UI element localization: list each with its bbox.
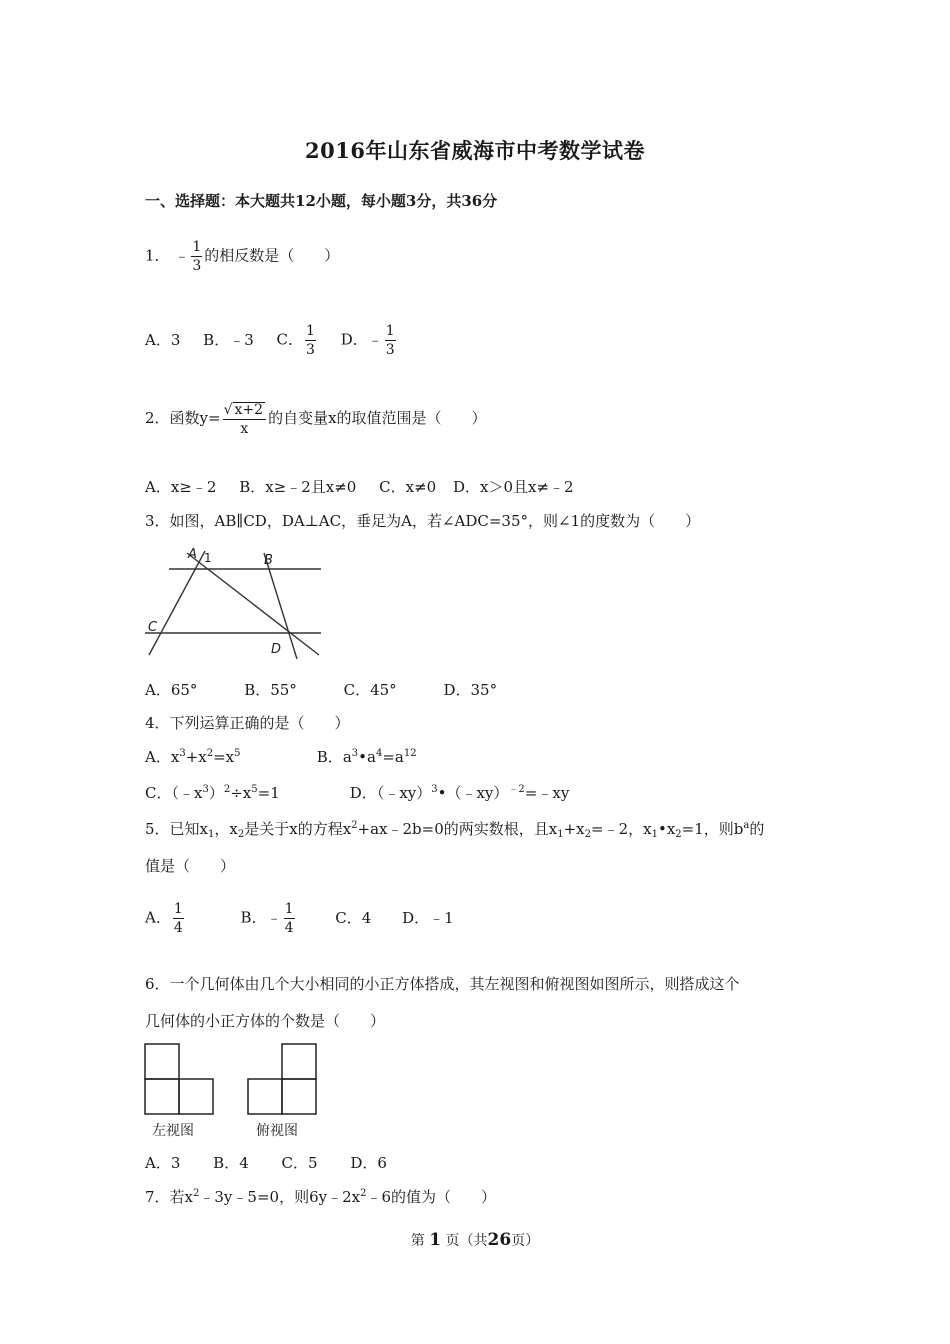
minus-sign: ﹣ [174,246,190,265]
line-ac [149,551,205,655]
question-5-line2: 值是（ ） [145,857,236,875]
left-view-top-cell [145,1044,179,1079]
option-c: C．45° [343,681,397,699]
fraction: $\frac{√ x+2}{x}$ [223,402,266,436]
option-b: B．x≥﹣2且x≠0 [239,478,357,496]
top-view-bottom-cell [282,1079,316,1114]
left-view-bottom-left-cell [145,1079,179,1114]
option-d: D．6 [350,1154,387,1172]
label-a: A [188,547,197,562]
label-b: B [264,553,273,568]
option-a: A． $\frac{1}{4}$ [145,901,183,936]
question-2-options [145,476,592,497]
option-c: C．4 [335,908,372,927]
option-d: D．35° [443,681,498,699]
question-4: 4．下列运算正确的是（ ） [145,714,350,732]
label-d: D [271,642,282,657]
question-6: 6．一个几何体由几个大小相同的小正方体搭成，其左视图和俯视图如图所示，则搭成这个 [145,975,740,993]
top-view-left-cell [248,1079,282,1114]
question-6-options [145,1152,405,1173]
option-d: D．﹣ $\frac{1}{3}$ [340,323,395,358]
option-d: D．x＞0且x≠﹣2 [452,478,574,496]
current-page: 1 [429,1230,442,1250]
views-figure [143,1042,323,1142]
option-d: D．（﹣xy）$^3$•（﹣xy）$^{﹣2}$=﹣xy [349,784,570,802]
option-a: A．3 [145,330,181,349]
option-a: A．65° [145,681,198,699]
question-number: 1． [145,246,170,265]
question-6-line2: 几何体的小正方体的个数是（ ） [145,1012,386,1030]
top-view-caption: 俯视图 [256,1123,298,1139]
question-number: 2．函数 [145,409,200,427]
option-c: C．5 [281,1154,318,1172]
option-b: B．4 [213,1154,249,1172]
option-d: D．﹣1 [402,908,454,927]
question-text: 的相反数是（ ） [204,246,340,265]
function-lhs: y= [199,409,221,427]
question-4-options-row2 [145,782,569,803]
option-c: C． $\frac{1}{3}$ [276,323,315,358]
question-2 [145,402,487,436]
label-c: C [148,620,158,635]
option-c: C．x≠0 [379,478,437,496]
option-b: B．$a^3•a^4=a^{12}$ [316,748,417,766]
option-b: B．﹣ $\frac{1}{4}$ [240,901,294,936]
question-1-options [145,324,416,357]
label-1: 1 [204,551,212,565]
option-b: B．55° [244,681,297,699]
option-b: B．﹣3 [203,330,254,349]
top-view-top-cell [282,1044,316,1079]
question-3-options [145,679,515,700]
question-7: 7．若$x^2﹣3y﹣5=0$，则$6y﹣2x^2﹣6$的值为（ ） [145,1188,497,1206]
question-1 [145,240,339,273]
left-view-bottom-right-cell [179,1079,213,1114]
fraction: $\frac{1}{3}$ [192,239,202,274]
option-a: A．x≥﹣2 [145,478,217,496]
question-4-options-row1 [145,746,417,767]
option-c: C．$(﹣x^3)^2\div x^5=1$ [145,784,280,802]
line-ad [187,553,319,655]
question-5: 5．已知$x_1$，$x_2$是关于x的方程$x^2+ax﹣2b=0$的两实数根，且$x_1+x_2=﹣2$，$x_1•x_2=1$，则$b^a$的 [145,820,765,840]
page-footer: 第 1 页（共26页） [410,1230,540,1250]
question-5-options [145,902,472,935]
option-a: A．3 [145,1154,181,1172]
page-title: 2016年山东省威海市中考数学试卷 [305,138,645,163]
left-view-caption: 左视图 [152,1123,194,1139]
total-pages: 26 [487,1230,512,1250]
option-a: A．$x^3+x^2=x^5$ [145,748,241,766]
question-3: 3．如图，AB∥CD，DA⊥AC，垂足为A，若∠ADC=35°，则∠1的度数为（ ） [145,512,701,530]
parallel-lines-figure [143,543,325,665]
question-text: 的自变量x的取值范围是（ ） [268,409,487,427]
section-heading: 一、选择题：本大题共12小题，每小题3分，共36分 [145,192,498,210]
